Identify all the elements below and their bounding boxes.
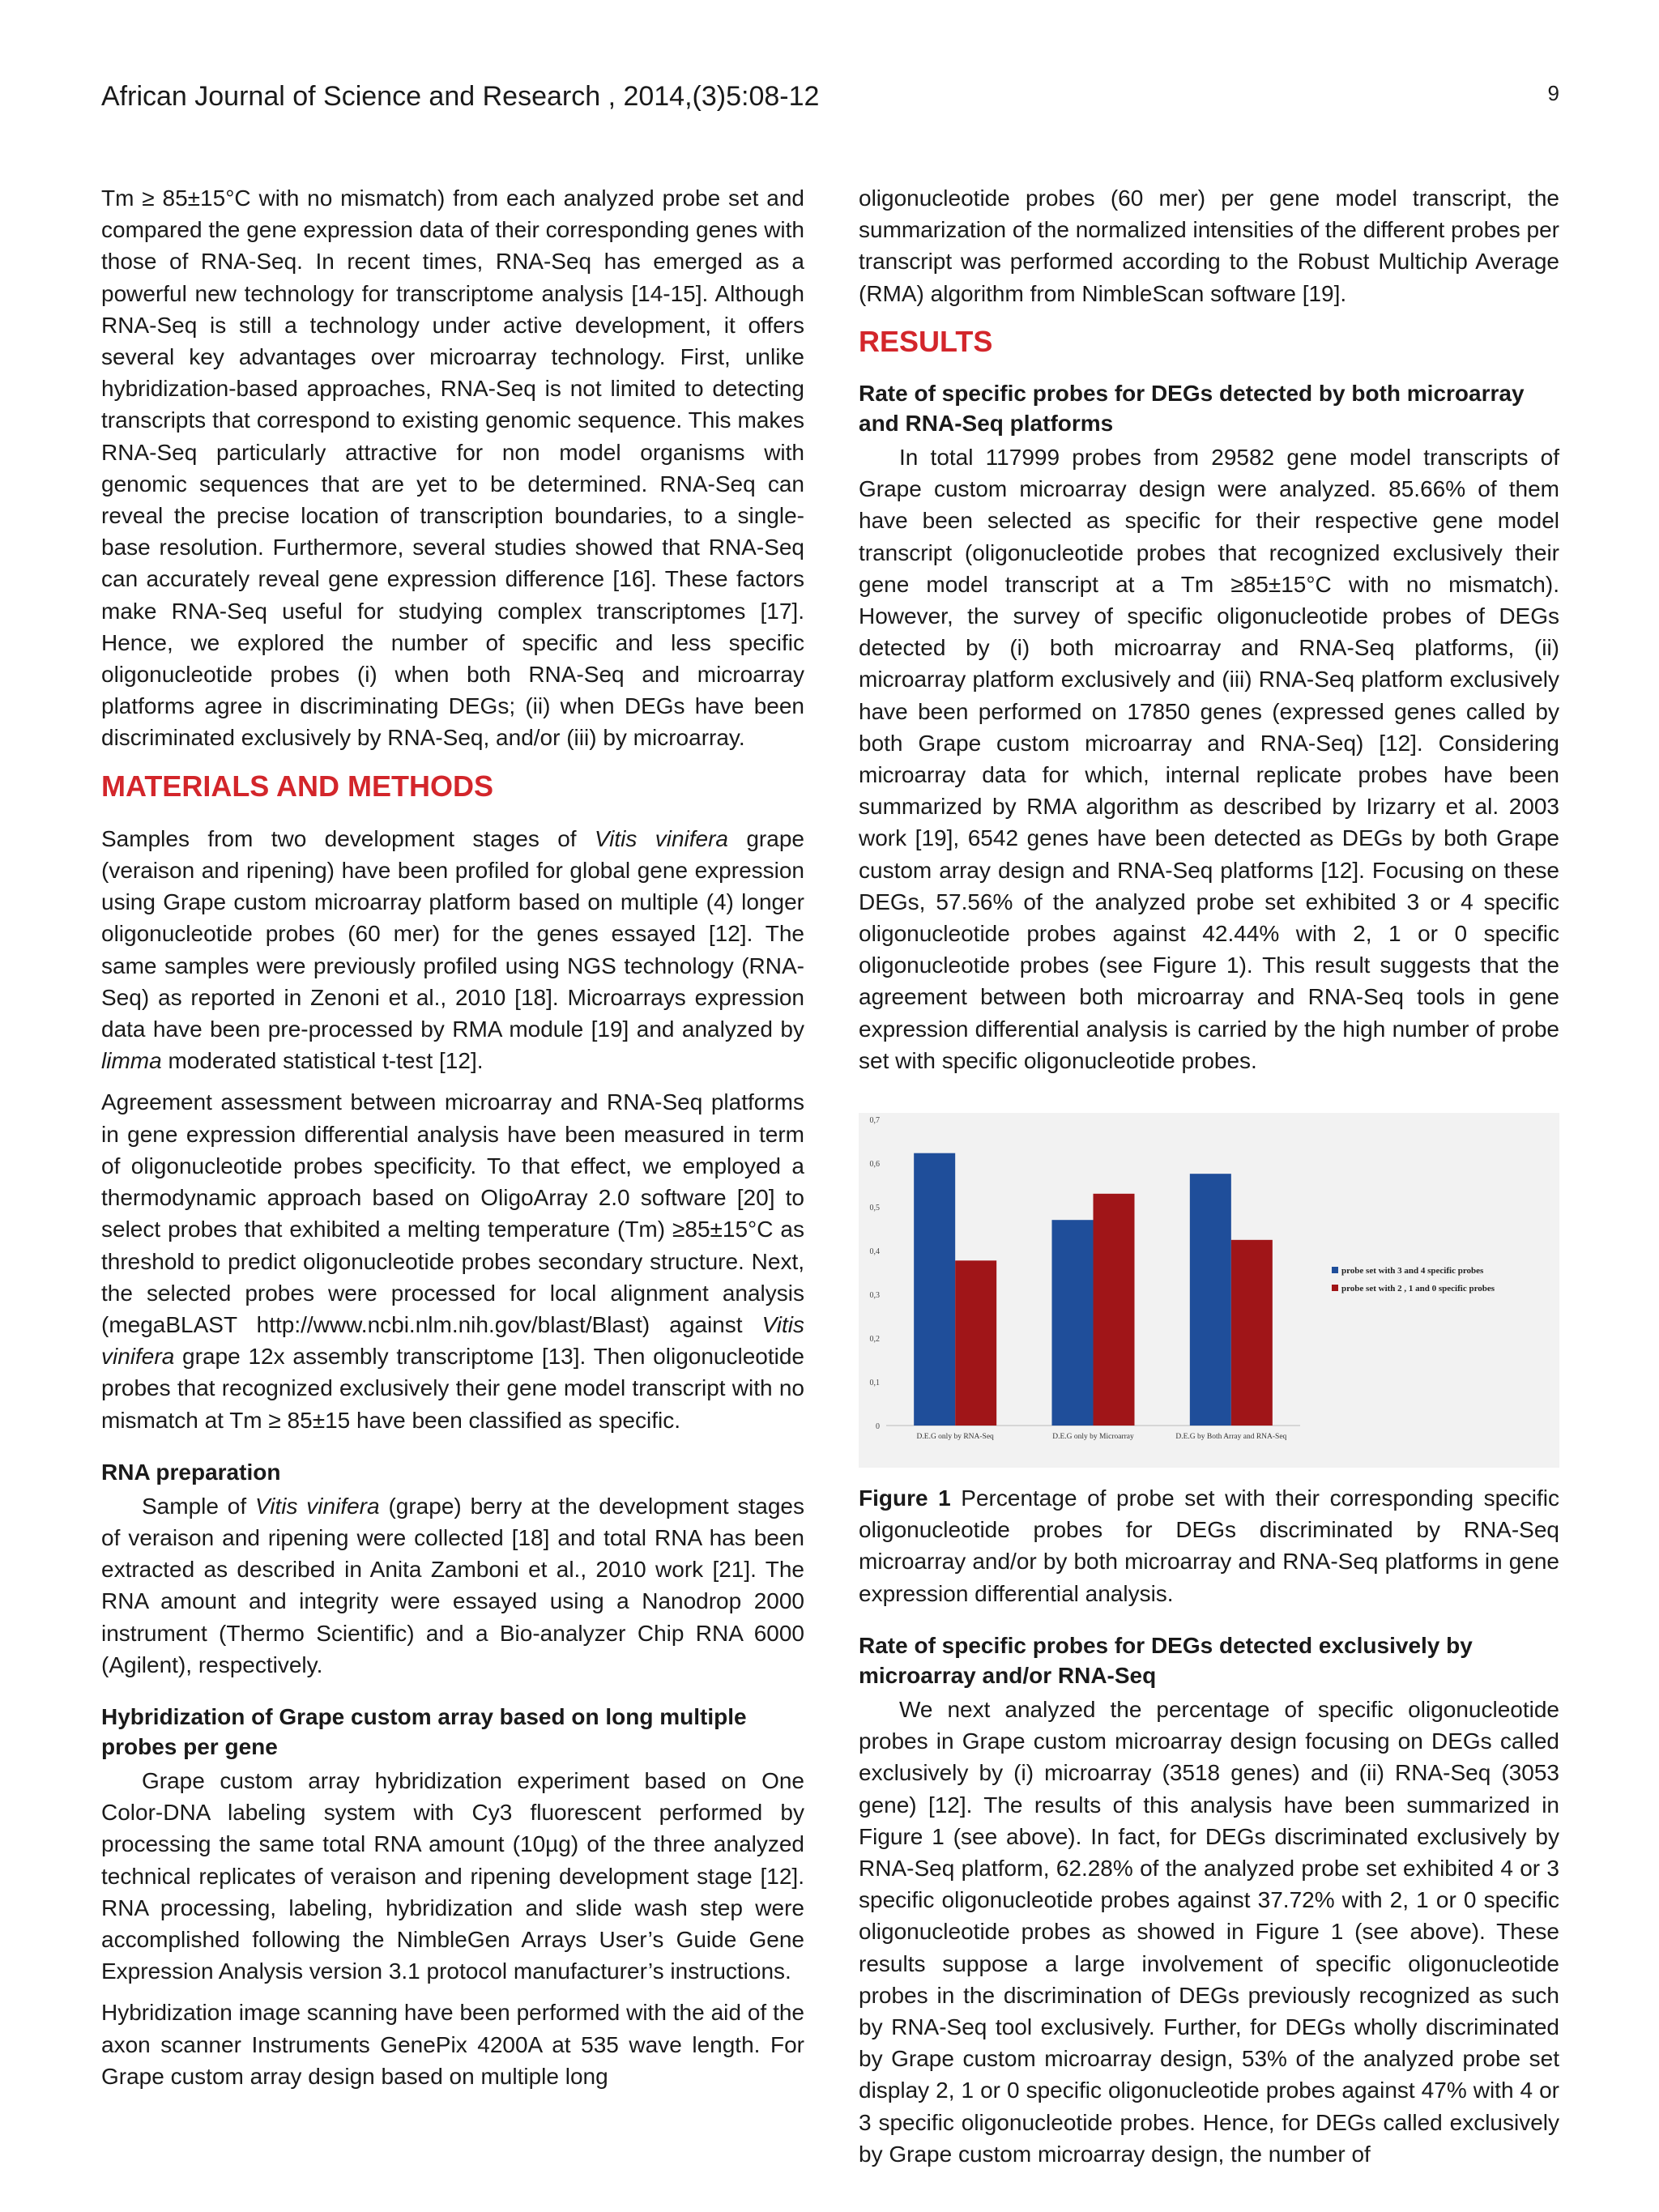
results-paragraph-1: In total 117999 probes from 29582 gene model transcripts of Grape custom microarray design were analyzed. 85.66% of them have been selected as specific for their respective gene model transcript (oligonucleotide probes that recognized exclusively their gene model transcript at a Tm ≥85±15°C with no mismatch). However, the survey of specific oligonucleotide probes of DEGs detected by (i) both microarray and RNA-Seq platforms, (ii) microarray platform exclusively and (iii) RNA-Seq platform exclusively have been performed on 17850 genes (expressed genes called by both Grape custom microarray and RNA-Seq) [12]. Considering microarray data for which, internal replicate probes have been summarized by RMA algorithm as described by Irizarry et al. 2003 work [19], 6542 genes have been detected as DEGs by both Grape custom array design and RNA-Seq platforms [12]. Focusing on these DEGs, 57.56% of the analyzed probe set exhibited 3 or 4 specific oligonucleotide probes against 42.44% with 2, 1 or 0 specific oligonucleotide probes (see Figure 1). This result suggests that the agreement between both microarray and RNA-Seq tools in gene expression differential analysis is carried by the high number of probe set with specific oligonucleotide probes. <box>859 445 1559 1073</box>
y-tick-label: 0 <box>876 1422 880 1432</box>
left-column <box>101 182 804 2102</box>
bar-specific-3-4 <box>1190 1174 1231 1426</box>
bar-specific-2-1-0 <box>1094 1194 1135 1426</box>
y-tick-label: 0,6 <box>869 1160 880 1170</box>
bar-specific-3-4 <box>1052 1220 1094 1426</box>
legend-label: probe set with 2 , 1 and 0 specific probes <box>1341 1284 1495 1294</box>
x-tick-label: D.E.G by Both Array and RNA-Seq <box>1175 1433 1287 1442</box>
hybridization-heading: Hybridization of Grape custom array based on long multiple probes per gene <box>101 1703 747 1759</box>
hybridization-paragraph-2: Hybridization image scanning have been performed with the aid of the axon scanner Instruments GenePix 4200A at 535 wave length. For Grape custom array design based on multiple long <box>101 2000 804 2089</box>
legend-swatch <box>1332 1267 1338 1273</box>
intro-paragraph: Tm ≥ 85±15°C with no mismatch) from each analyzed probe set and compared the gene expression data of their corresponding genes with those of RNA-Seq. In recent times, RNA-Seq has emerged as a powerful new technology for transcriptome analysis [14-15]. Although RNA-Seq is still a technology under active development, it offers several key advantages over microarray technology. First, unlike hybridization-based approaches, RNA-Seq is not limited to detecting transcripts that correspond to existing genomic sequence. This makes RNA-Seq particularly attractive for non model organisms with genomic sequences that are yet to be determined. RNA-Seq can reveal the precise location of transcription boundaries, to a single-base resolution. Furthermore, several studies showed that RNA-Seq can accurately reveal gene expression difference [16]. These factors make RNA-Seq useful for studying complex transcriptomes [17]. Hence, we explored the number of specific and less specific oligonucleotide probes (i) when both RNA-Seq and microarray platforms agree in discriminating DEGs; (ii) when DEGs have been discriminated exclusively by RNA-Seq, and/or (iii) by microarray. <box>101 185 804 751</box>
methods-heading: MATERIALS AND METHODS <box>101 769 493 803</box>
bar-specific-2-1-0 <box>1231 1240 1273 1426</box>
y-tick-label: 0,2 <box>869 1335 880 1345</box>
x-tick-label: D.E.G only by RNA-Seq <box>916 1433 994 1442</box>
bar-specific-2-1-0 <box>955 1260 996 1426</box>
results-subheading-2: Rate of specific probes for DEGs detected exclusively by microarray and/or RNA-Seq <box>859 1632 1473 1688</box>
methods-paragraph-2: Agreement assessment between microarray and RNA-Seq platforms in gene expression differential analysis have been measured in term of oligonucleotide probes specificity. To that effect, we employed a thermodynamic approach based on OligoArray 2.0 software [20] to select probes that exhibited a melting temperature (Tm) ≥85±15°C as threshold to predict oligonucleotide probes secondary structure. Next, the selected probes were processed for local alignment analysis (megaBLAST http://www.ncbi.nlm.nih.gov/blast/Blast) against Vitis vinifera grape 12x assembly transcriptome [13]. Then oligonucleotide probes that recognized exclusively their gene model transcript with no mismatch at Tm ≥ 85±15 have been classified as specific. <box>101 1089 804 1433</box>
methods-paragraph-1: Samples from two development stages of Vitis vinifera grape (veraison and ripening) have been profiled for global gene expression using Grape custom microarray platform based on multiple (4) longer oligonucleotide probes (60 mer) for the genes essayed [12]. The same samples were previously profiled using NGS technology (RNA-Seq) as reported in Zenoni et al., 2010 [18]. Microarrays expression data have been pre-processed by RMA module [19] and analyzed by limma moderated statistical t-test [12]. <box>101 825 804 1074</box>
results-paragraph-2: We next analyzed the percentage of specific oligonucleotide probes in Grape custom microarray design focusing on DEGs called exclusively by (i) microarray (3518 genes) and (ii) RNA-Seq (3053 gene) [12]. The results of this analysis have been summarized in Figure 1 (see above). In fact, for DEGs discriminated exclusively by RNA-Seq platform, 62.28% of the analyzed probe set exhibited 4 or 3 specific oligonucleotide probes against 37.72% with 2, 1 or 0 specific oligonucleotide probes as showed in Figure 1 (see above). These results suppose a large involvement of specific oligonucleotide probes in the discrimination of DEGs previously recognized as such by RNA-Seq tool exclusively. Further, for DEGs wholly discriminated by Grape custom microarray design, 53% of the analyzed probe set display 2, 1 or 0 specific oligonucleotide probes against 47% with 4 or 3 specific oligonucleotide probes. Hence, for DEGs called exclusively by Grape custom microarray design, the number of <box>859 1696 1559 2167</box>
results-heading: RESULTS <box>859 324 993 358</box>
legend-label: probe set with 3 and 4 specific probes <box>1341 1266 1484 1276</box>
journal-title: African Journal of Science and Research , 2014,(3)5:08-12 <box>101 81 820 112</box>
x-tick-label: D.E.G only by Microarray <box>1052 1433 1134 1442</box>
rna-preparation-heading: RNA preparation <box>101 1459 281 1485</box>
figure-1-caption: Figure 1 Percentage of probe set with their corresponding specific oligonucleotide probes for DEGs discriminated by RNA-Seq microarray and/or by both microarray and RNA-Seq platforms in gene expression differential analysis. <box>859 1485 1559 1606</box>
bar-chart <box>859 1113 1559 1468</box>
y-tick-label: 0,3 <box>869 1291 880 1301</box>
results-subheading-1: Rate of specific probes for DEGs detected by both microarray and RNA-Seq platforms <box>859 381 1525 437</box>
legend-swatch <box>1332 1285 1338 1291</box>
y-tick-label: 0,4 <box>869 1247 880 1257</box>
y-tick-label: 0,1 <box>869 1379 880 1388</box>
y-tick-label: 0,7 <box>869 1116 880 1126</box>
bar-specific-3-4 <box>914 1153 955 1426</box>
y-tick-label: 0,5 <box>869 1204 880 1213</box>
rna-preparation-paragraph: Sample of Vitis vinifera (grape) berry at the development stages of veraison and ripening were collected [18] and total RNA has been extracted as described in Anita Zamboni et al., 2010 work [21]. The RNA amount and integrity were essayed using a Nanodrop 2000 instrument (Thermo Scientific) and a Bio-analyzer Chip RNA 6000 (Agilent), respectively. <box>101 1493 804 1677</box>
methods-continuation-paragraph: oligonucleotide probes (60 mer) per gene model transcript, the summarization of the normalized intensities of the different probes per transcript was performed according to the Robust Multichip Average (RMA) algorithm from NimbleScan software [19]. <box>859 185 1559 306</box>
hybridization-paragraph-1: Grape custom array hybridization experiment based on One Color-DNA labeling system with Cy3 fluorescent performed by processing the same total RNA amount (10µg) of the three analyzed technical replicates of veraison and ripening development stage [12]. RNA processing, labeling, hybridization and slide wash step were accomplished following the NimbleGen Arrays User’s Guide Gene Expression Analysis version 3.1 protocol manufacturer’s instructions. <box>101 1767 804 1984</box>
right-column <box>859 182 1559 2180</box>
page-number: 9 <box>1547 81 1559 105</box>
figure-1 <box>859 1113 1559 1468</box>
